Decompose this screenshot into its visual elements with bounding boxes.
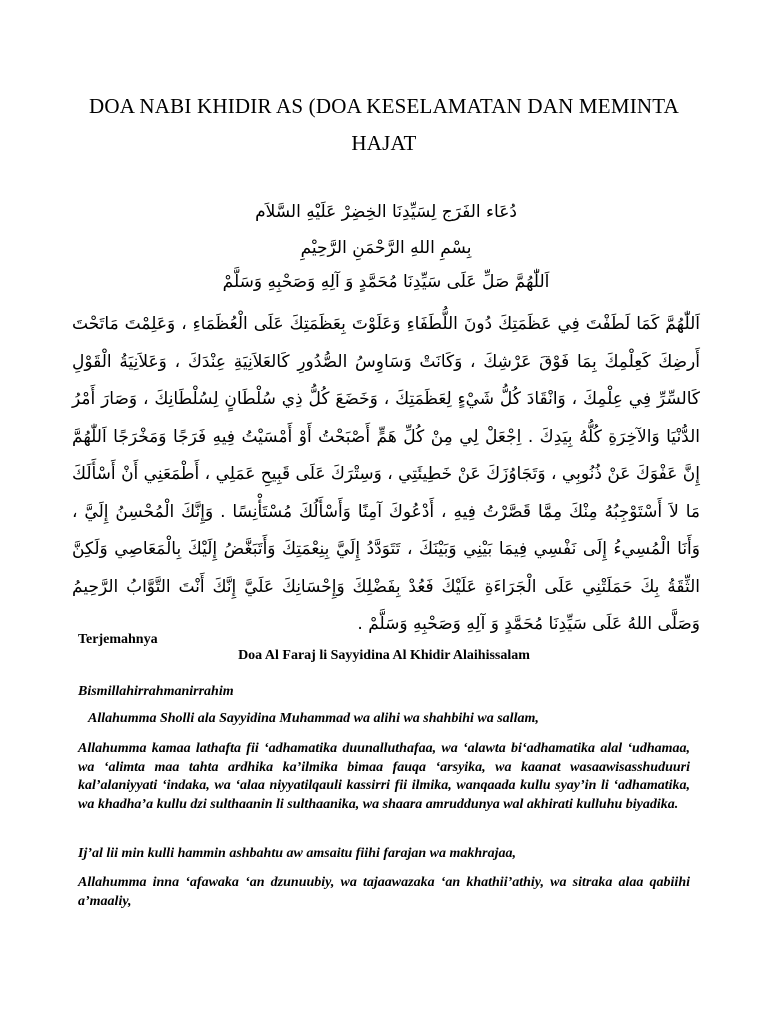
arabic-prayer-body: اَللّٰهُمَّ كَمَا لَطَفْتَ فِي عَظَمَتِكَ دُونَ اللُّطَفَاءِ وَعَلَوْتَ بِعَظَمَتِكَ عَلَى الْعُظَمَاءِ ، وَعَلِمْتَ مَاتَحْتَ أَرضِكَ كَعِلْمِكَ بِمَا فَوْقَ عَرْشِكَ ، وَكَانَتْ وَسَاوِسُ الصُّدُورِ كَالعَلاَنِيَةِ عِنْدَكَ ، وَعَلاَنِيَةُ الْقَوْلِ كَالسِّرِّ فِي عِلْمِكَ ، وَانْقَادَ كُلُّ شَيْءٍ لِعَظَمَتِكَ ، وَخَضَعَ كُلُّ ذِي سُلْطَانٍ لِسُلْطَانِكَ ، وَصَارَ أَمْرُ الدُّنْيَا وَالآخِرَةِ كُلُّهُ بِيَدِكَ . اِجْعَلْ لِي مِنْ كُلِّ هَمٍّ أَصْبَحْتُ أَوْ أَمْسَيْتُ فِيهِ فَرَجًا وَمَخْرَجًا اَللّٰهُمَّ إِنَّ عَفْوَكَ عَنْ ذُنُوبِي ، وَتَجَاوُزَكَ عَنْ خَطِيئَتِي ، وَسِتْرَكَ عَلَى قَبِيحِ عَمَلِي ، أَطْمَعَنِي أَنْ أَسْأَلَكَ مَا لاَ أَسْتَوْجِبُهُ مِنْكَ مِمَّا قَصَّرْتُ فِيهِ ، أَدْعُوكَ آمِنًا وَأَسْأَلُكَ مُسْتَأْنِسًا . وَإِنَّكَ الْمُحْسِنُ إِلَيَّ ، وَأَنَا الْمُسِيءُ إِلَى نَفْسِي فِيمَا بَيْنِي وَبَيْنَكَ ، تَتَوَدَّدُ إِلَيَّ بِنِعْمَتِكَ وَأَتَبَغَّضُ إِلَيْكَ بِالْمَعَاصِي وَلَكِنَّ الثِّقَةُ بِكَ حَمَلَتْنِي عَلَى الْجَرَاءَةِ عَلَيْكَ فَعُدْ بِفَضْلِكَ وَإِحْسَانِكَ عَلَيَّ إِنَّكَ أَنْتَ التَّوَّابُ الرَّحِيمُ وَصَلَّى اللهُ عَلَى سَيِّدِنَا مُحَمَّدٍ وَ آلِهِ وَصَحْبِهِ وَسَلَّمْ . <box>72 314 700 634</box>
arabic-heading: دُعَاء الفَرَج لِسَيِّدِنَا الخِضِرْ عَلَيْهِ السَّلاَم <box>255 202 517 222</box>
transliteration-paragraph: Allahumma kamaa lathafta fii ‘adhamatika duunalluthafaa, wa ‘alawta bi‘adhamatika alal ‘udhamaa, wa ‘alimta maa tahta ardhika ka’ilmika bimaa fauqa ‘arsyika, wa kaanat wasaawisasshuduuri kal’alaniyyati ‘indaka, wa ‘alaa niyyatilqauli kassirri fii ilmika, wanqaada kullu syay’in li ‘adhamatika, wa khadha’a kullu dzi sulthaanin li sulthaanika, wa shaara amruddunya wal akhirati kulluhu biyadika. <box>78 741 690 812</box>
transliteration-title: Doa Al Faraj li Sayyidina Al Khidir Alaihissalam <box>238 648 530 663</box>
document-title: DOA NABI KHIDIR AS (DOA KESELAMATAN DAN MEMINTA HAJAT <box>89 94 679 155</box>
transliteration-paragraph: Allahumma inna ‘afawaka ‘an dzunuubiy, wa tajaawazaka ‘an khathii’athiy, wa sitraka alaa qabiihi a’maaliy, <box>78 875 690 909</box>
transliteration-paragraph: Bismillahirrahmanirrahim <box>78 684 234 699</box>
arabic-basmala: بِسْمِ اللهِ الرَّحْمَنِ الرَّحِيْمِ <box>300 238 472 258</box>
arabic-salawat: اَللّٰهُمَّ صَلِّ عَلَى سَيِّدِنَا مُحَمَّدٍ وَ آلِهِ وَصَحْبِهِ وَسَلَّمْ <box>222 272 550 292</box>
transliteration-paragraph: Ij’al lii min kulli hammin ashbahtu aw amsaitu fiihi farajan wa makhrajaa, <box>78 846 517 861</box>
translation-label: Terjemahnya <box>78 632 158 647</box>
transliteration-paragraph: Allahumma Sholli ala Sayyidina Muhammad wa alihi wa shahbihi wa sallam, <box>88 711 539 726</box>
